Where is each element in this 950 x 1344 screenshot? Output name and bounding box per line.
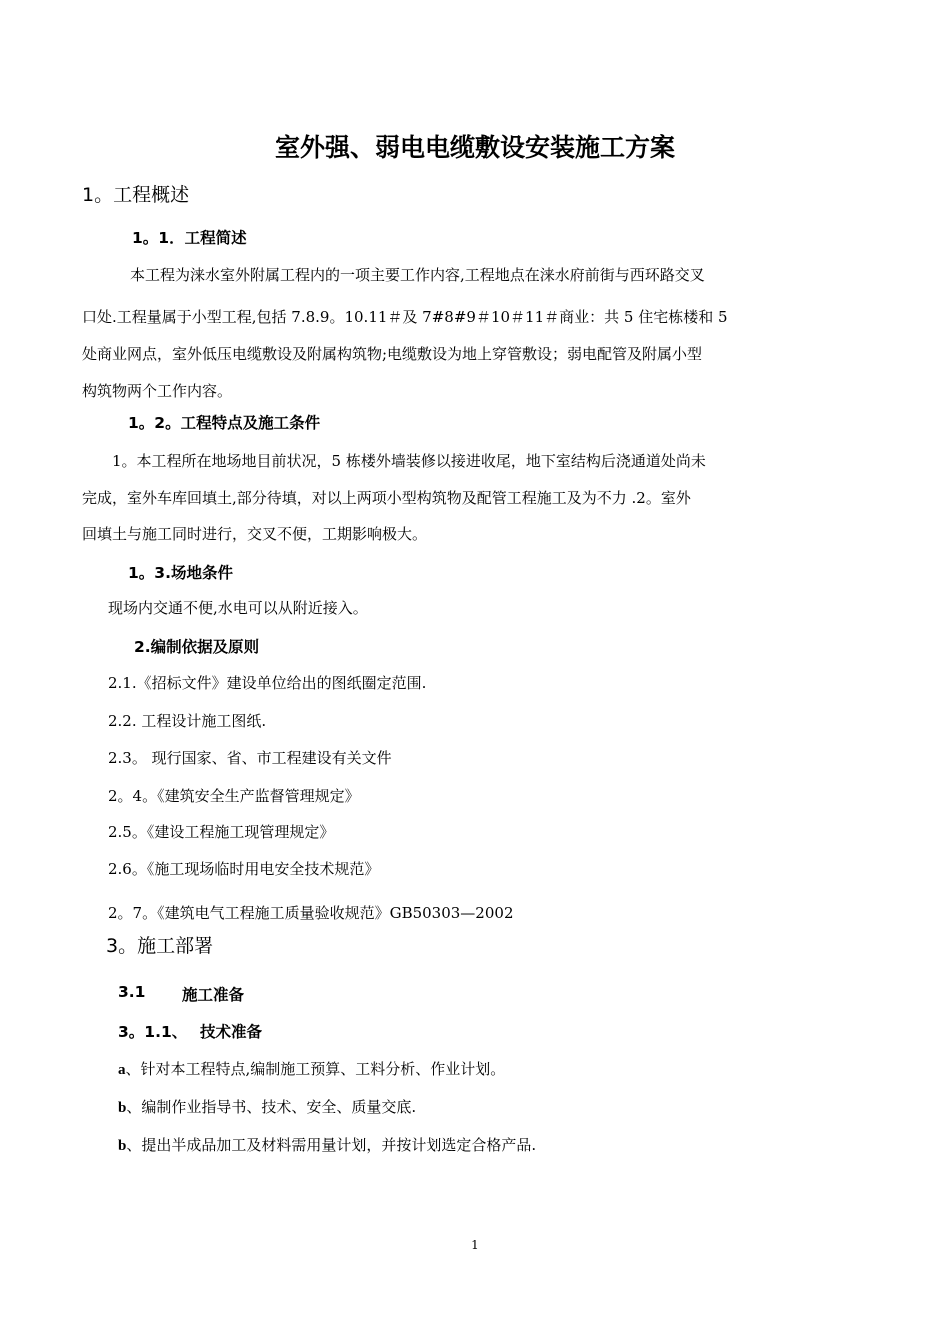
section-3-1-number: 3.1 <box>118 983 146 1001</box>
section-1-1-heading: 1。1．工程简述 <box>132 229 247 247</box>
task-item-letter: b <box>118 1138 127 1154</box>
section-3-heading: 3。施工部署 <box>106 935 214 957</box>
section-2-heading: 2.编制依据及原则 <box>134 638 260 656</box>
section-2-item: 2.2. 工程设计施工图纸. <box>108 712 267 730</box>
section-1-heading: 1。工程概述 <box>82 184 190 206</box>
section-1-2-line-3: 回填土与施工同时进行，交叉不便，工期影响极大。 <box>82 525 428 543</box>
section-2-item: 2.6。《施工现场临时用电安全技术规范》 <box>108 860 380 878</box>
document-title: 室外强、弱电电缆敷设安装施工方案 <box>274 133 675 162</box>
section-1-1-line-1: 本工程为涞水室外附属工程内的一项主要工作内容,工程地点在涞水府前街与西环路交叉 <box>130 266 705 284</box>
task-item <box>118 1096 416 1117</box>
section-2-item: 2.3。 现行国家、省、市工程建设有关文件 <box>108 749 392 767</box>
section-1-3-text: 现场内交通不便,水电可以从附近接入。 <box>108 599 368 617</box>
section-2-item: 2.5。《建设工程施工现管理规定》 <box>108 823 335 841</box>
section-1-2-line-2: 完成，室外车库回填土,部分待填，对以上两项小型构筑物及配管工程施工及为不力 .2。室外 <box>82 489 691 507</box>
task-item-text: 、提出半成品加工及材料需用量计划，并按计划选定合格产品. <box>126 1136 537 1154</box>
task-item-text: 、针对本工程特点,编制施工预算、工料分析、作业计划。 <box>125 1060 506 1078</box>
section-1-2-line-1: 1。本工程所在地场地目前状况，5 栋楼外墙装修以接进收尾，地下室结构后浇通道处尚未 <box>112 452 706 470</box>
section-3-1-1-number: 3。1.1、 <box>118 1023 188 1041</box>
section-1-2-heading: 1。2。工程特点及施工条件 <box>128 414 321 432</box>
section-3-1-1-label: 技术准备 <box>200 1023 263 1041</box>
section-1-3-heading: 1。3.场地条件 <box>128 564 233 582</box>
task-item-letter: b <box>118 1100 127 1116</box>
section-2-item: 2。4。《建筑安全生产监督管理规定》 <box>108 787 360 805</box>
task-item-letter: a <box>118 1062 126 1078</box>
task-item <box>118 1134 536 1155</box>
task-item <box>118 1058 505 1079</box>
section-2-item: 2。7。《建筑电气工程施工质量验收规范》GB50303—2002 <box>108 904 514 922</box>
section-1-1-line-2: 口处.工程量属于小型工程,包括 7.8.9。10.11＃及 7#8#9＃10＃11＃商业：共 5 住宅栋楼和 5 <box>82 308 728 326</box>
section-1-1-line-4: 构筑物两个工作内容。 <box>82 382 233 400</box>
section-2-item: 2.1.《招标文件》建设单位给出的图纸圈定范围. <box>108 674 427 692</box>
section-1-1-line-3: 处商业网点，室外低压电缆敷设及附属构筑物;电缆敷设为地上穿管敷设；弱电配管及附属小型 <box>82 345 703 363</box>
task-item-text: 、编制作业指导书、技术、安全、质量交底. <box>126 1098 417 1116</box>
page-number: 1 <box>471 1238 479 1252</box>
section-3-1-label: 施工准备 <box>182 986 245 1004</box>
